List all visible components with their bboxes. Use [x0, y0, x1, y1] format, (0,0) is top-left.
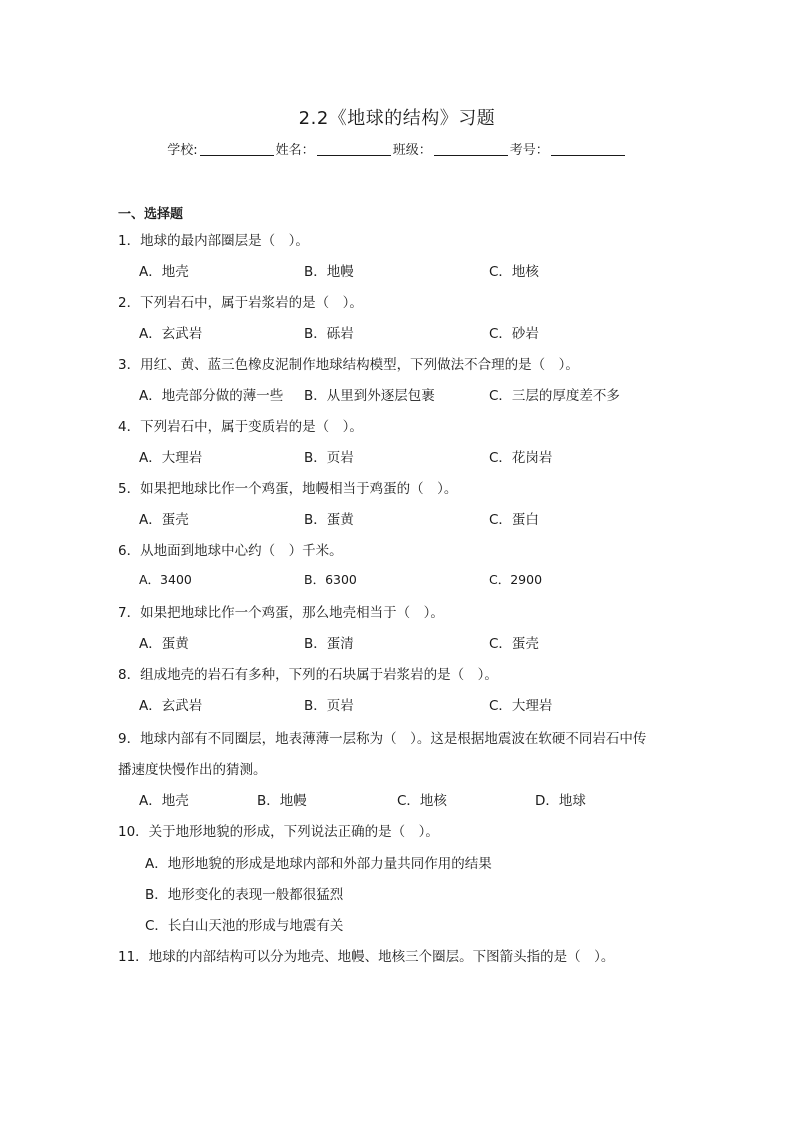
question-6: 6．从地面到地球中心约（ ）千米。 [118, 543, 343, 559]
question-9-continued: 播速度快慢作出的猜测。 [118, 762, 267, 778]
exam-no-blank [551, 143, 625, 156]
q1-option-a[interactable]: A．地壳 [139, 264, 189, 280]
q10-option-a[interactable]: A．地形地貌的形成是地球内部和外部力量共同作用的结果 [145, 856, 492, 872]
q7-option-c[interactable]: C．蛋壳 [489, 636, 539, 652]
q6-option-c[interactable]: C．2900 [489, 572, 543, 587]
question-7: 7．如果把地球比作一个鸡蛋，那么地壳相当于（ ）。 [118, 605, 444, 621]
school-label: 学校: [167, 143, 198, 158]
q3-option-b[interactable]: B．从里到外逐层包裹 [304, 388, 435, 404]
question-11: 11．地球的内部结构可以分为地壳、地幔、地核三个圈层。下图箭头指的是（ ）。 [118, 949, 615, 965]
question-4: 4．下列岩石中，属于变质岩的是（ ）。 [118, 419, 363, 435]
q6-option-b[interactable]: B．6300 [304, 572, 357, 587]
question-1: 1．地球的最内部圈层是（ ）。 [118, 233, 309, 249]
q1-option-c[interactable]: C．地核 [489, 264, 539, 280]
q7-option-b[interactable]: B．蛋清 [304, 636, 354, 652]
q7-option-a[interactable]: A．蛋黄 [139, 636, 189, 652]
q9-option-b[interactable]: B．地幔 [257, 793, 307, 809]
q9-option-a[interactable]: A．地壳 [139, 793, 189, 809]
q3-option-c[interactable]: C．三层的厚度差不多 [489, 388, 620, 404]
q1-option-b[interactable]: B．地幔 [304, 264, 354, 280]
section-heading: 一、选择题 [118, 207, 184, 222]
page-title: 2.2《地球的结构》习题 [298, 108, 496, 129]
question-5: 5．如果把地球比作一个鸡蛋，地幔相当于鸡蛋的（ ）。 [118, 481, 458, 497]
q9-option-d[interactable]: D．地球 [535, 793, 586, 809]
q10-option-b[interactable]: B．地形变化的表现一般都很猛烈 [145, 887, 344, 903]
q9-option-c[interactable]: C．地核 [397, 793, 447, 809]
q8-option-c[interactable]: C．大理岩 [489, 698, 553, 714]
q5-option-b[interactable]: B．蛋黄 [304, 512, 354, 528]
school-blank [200, 143, 274, 156]
class-label: 班级： [392, 143, 432, 158]
q4-option-b[interactable]: B．页岩 [304, 450, 354, 466]
question-10: 10．关于地形地貌的形成，下列说法正确的是（ ）。 [118, 824, 439, 840]
q8-option-b[interactable]: B．页岩 [304, 698, 354, 714]
q2-option-c[interactable]: C．砂岩 [489, 326, 539, 342]
q3-option-a[interactable]: A．地壳部分做的薄一些 [139, 388, 284, 404]
name-blank [317, 143, 391, 156]
question-3: 3．用红、黄、蓝三色橡皮泥制作地球结构模型，下列做法不合理的是（ ）。 [118, 357, 579, 373]
q6-option-a[interactable]: A．3400 [139, 572, 192, 587]
question-8: 8．组成地壳的岩石有多种，下列的石块属于岩浆岩的是（ ）。 [118, 667, 498, 683]
class-blank [434, 143, 508, 156]
exam-no-label: 考号： [509, 143, 549, 158]
q5-option-c[interactable]: C．蛋白 [489, 512, 539, 528]
q2-option-b[interactable]: B．砾岩 [304, 326, 354, 342]
question-2: 2．下列岩石中，属于岩浆岩的是（ ）。 [118, 295, 363, 311]
q10-option-c[interactable]: C．长白山天池的形成与地震有关 [145, 918, 344, 934]
q5-option-a[interactable]: A．蛋壳 [139, 512, 189, 528]
q4-option-c[interactable]: C．花岗岩 [489, 450, 553, 466]
student-info-line [0, 139, 794, 158]
q2-option-a[interactable]: A．玄武岩 [139, 326, 203, 342]
question-9: 9．地球内部有不同圈层，地表薄薄一层称为（ ）。这是根据地震波在软硬不同岩石中传 [118, 731, 647, 747]
q4-option-a[interactable]: A．大理岩 [139, 450, 203, 466]
name-label: 姓名： [275, 143, 315, 158]
q8-option-a[interactable]: A．玄武岩 [139, 698, 203, 714]
